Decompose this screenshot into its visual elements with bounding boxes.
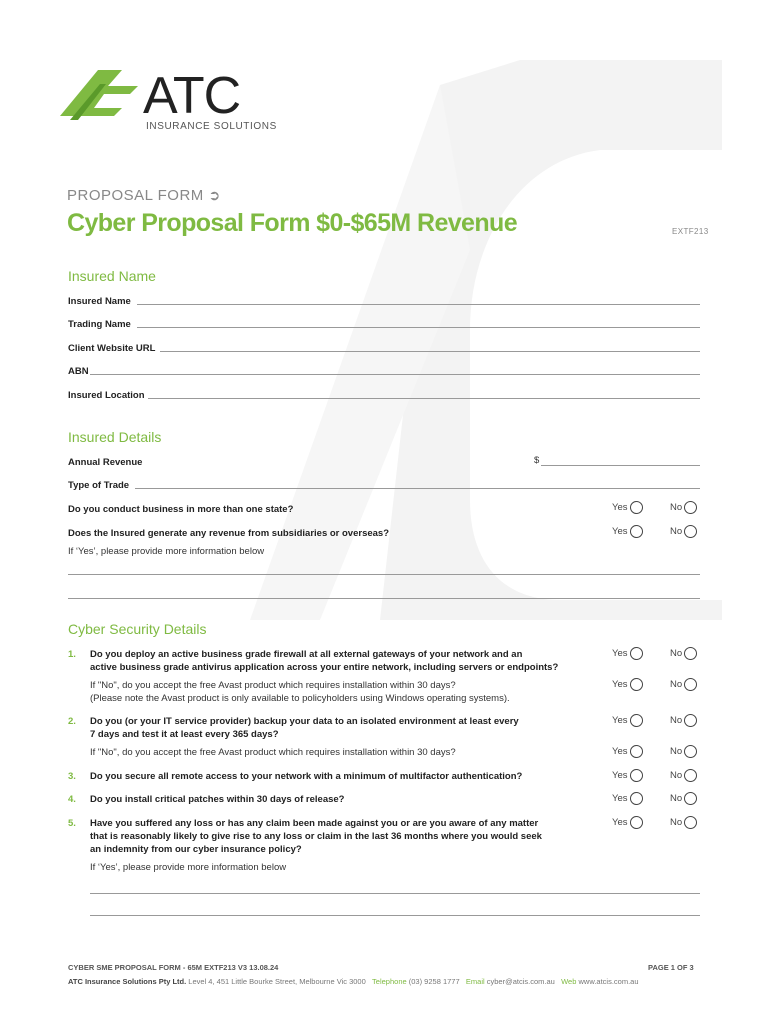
footer-form-id: CYBER SME PROPOSAL FORM - 65M EXTF213 V3 13.08.24 [68, 963, 279, 972]
radio-icon[interactable] [684, 647, 697, 660]
footer-page-number: PAGE 1 OF 3 [648, 963, 694, 972]
q3-no[interactable]: No [670, 769, 697, 782]
q4-text: Do you install critical patches within 30 days of release? [90, 794, 345, 805]
q1-no[interactable]: No [670, 647, 697, 660]
radio-icon[interactable] [630, 745, 643, 758]
q2-no[interactable]: No [670, 714, 697, 727]
radio-icon[interactable] [684, 816, 697, 829]
footer-telephone-label: Telephone [372, 977, 407, 986]
website-url-field[interactable] [160, 351, 700, 352]
radio-icon[interactable] [630, 816, 643, 829]
multi-state-no[interactable]: No [670, 501, 697, 514]
proposal-form-kicker [67, 187, 221, 204]
q2-line-1: Do you (or your IT service provider) backup your data to an isolated environment at least every [90, 716, 519, 727]
subsidiaries-yes[interactable]: Yes [612, 525, 643, 538]
q1-avast-yes[interactable]: Yes [612, 678, 643, 691]
insured-location-field[interactable] [148, 398, 700, 399]
footer-web-label: Web [561, 977, 577, 986]
abn-field[interactable] [90, 374, 700, 375]
subsidiaries-no[interactable]: No [670, 525, 697, 538]
q5-no[interactable]: No [670, 816, 697, 829]
radio-icon[interactable] [684, 792, 697, 805]
q5-number: 5. [68, 818, 76, 829]
q4-no[interactable]: No [670, 792, 697, 805]
footer-email[interactable]: cyber@atcis.com.au [486, 977, 555, 986]
cyber-more-info-line-1[interactable] [90, 893, 700, 894]
q-multi-state: Do you conduct business in more than one state? [68, 504, 294, 515]
logo-name: ATC [143, 67, 241, 125]
q1-yes[interactable]: Yes [612, 647, 643, 660]
label-insured-location: Insured Location [68, 390, 145, 401]
q5-line-1: Have you suffered any loss or has any claim been made against you or are you aware of any matter [90, 818, 539, 829]
radio-icon[interactable] [684, 745, 697, 758]
label-abn: ABN [68, 366, 89, 377]
radio-icon[interactable] [630, 647, 643, 660]
q1-number: 1. [68, 649, 76, 660]
logo-subtitle: INSURANCE SOLUTIONS [146, 121, 277, 132]
arrow-icon: ➲ [208, 187, 221, 203]
radio-icon[interactable] [684, 714, 697, 727]
q3-number: 3. [68, 771, 76, 782]
q4-yes[interactable]: Yes [612, 792, 643, 805]
insured-details-more-info-line-1[interactable] [68, 574, 700, 575]
section-cyber-security: Cyber Security Details [68, 621, 207, 637]
footer-company: ATC Insurance Solutions Pty Ltd. [68, 977, 187, 986]
q-subsidiaries: Does the Insured generate any revenue from subsidiaries or overseas? [68, 528, 390, 539]
footer-email-label: Email [465, 977, 485, 986]
radio-icon[interactable] [684, 769, 697, 782]
q4-number: 4. [68, 794, 76, 805]
insured-details-if-yes: If ‘Yes’, please provide more information below [68, 546, 265, 557]
label-insured-name: Insured Name [68, 296, 131, 307]
page-title: Cyber Proposal Form $0-$65M Revenue [67, 209, 517, 237]
q2-sub: If "No", do you accept the free Avast product which requires installation within 30 days? [90, 747, 456, 758]
atc-logo-mark [60, 68, 155, 128]
q1-line-1: Do you deploy an active business grade firewall at all external gateways of your network and an [90, 649, 523, 660]
footer-contact-line [68, 977, 639, 986]
q5-line-3: an indemnity from our cyber insurance policy? [90, 844, 302, 855]
q1-avast-no[interactable]: No [670, 678, 697, 691]
q5-yes[interactable]: Yes [612, 816, 643, 829]
label-annual-revenue: Annual Revenue [68, 457, 143, 468]
label-website-url: Client Website URL [68, 343, 156, 354]
section-insured-name: Insured Name [68, 268, 156, 284]
currency-symbol: $ [534, 455, 540, 466]
radio-icon[interactable] [630, 501, 643, 514]
radio-icon[interactable] [684, 678, 697, 691]
q2-line-2: 7 days and test it at least every 365 days? [90, 729, 279, 740]
radio-icon[interactable] [630, 714, 643, 727]
q2-yes[interactable]: Yes [612, 714, 643, 727]
annual-revenue-field[interactable] [541, 465, 700, 466]
radio-icon[interactable] [630, 792, 643, 805]
q3-text: Do you secure all remote access to your network with a minimum of multifactor authentication? [90, 771, 523, 782]
q1-sub-line-2: (Please note the Avast product is only available to policyholders using Windows operating systems). [90, 693, 510, 704]
radio-icon[interactable] [630, 525, 643, 538]
insured-details-more-info-line-2[interactable] [68, 598, 700, 599]
label-type-of-trade: Type of Trade [68, 480, 130, 491]
q1-line-2: active business grade antivirus application across your entire network, including servers or endpoints? [90, 662, 559, 673]
label-trading-name: Trading Name [68, 319, 131, 330]
form-code: EXTF213 [672, 227, 709, 236]
section-insured-details: Insured Details [68, 429, 162, 445]
radio-icon[interactable] [630, 678, 643, 691]
footer-telephone: (03) 9258 1777 [408, 977, 460, 986]
trading-name-field[interactable] [137, 327, 700, 328]
cyber-more-info-line-2[interactable] [90, 915, 700, 916]
radio-icon[interactable] [684, 525, 697, 538]
insured-name-field[interactable] [137, 304, 700, 305]
q2-avast-no[interactable]: No [670, 745, 697, 758]
radio-icon[interactable] [630, 769, 643, 782]
q2-avast-yes[interactable]: Yes [612, 745, 643, 758]
footer-address: Level 4, 451 Little Bourke Street, Melbourne Vic 3000 [188, 977, 366, 986]
q5-line-2: that is reasonably likely to give rise to any loss or claim in the last 36 months where you would seek [90, 831, 542, 842]
cyber-if-yes: If ‘Yes’, please provide more information below [90, 862, 287, 873]
footer-web[interactable]: www.atcis.com.au [578, 977, 639, 986]
q1-sub-line-1: If "No", do you accept the free Avast product which requires installation within 30 days? [90, 680, 456, 691]
q3-yes[interactable]: Yes [612, 769, 643, 782]
q2-number: 2. [68, 716, 76, 727]
radio-icon[interactable] [684, 501, 697, 514]
type-of-trade-field[interactable] [135, 488, 700, 489]
kicker-text: PROPOSAL FORM [67, 187, 204, 204]
multi-state-yes[interactable]: Yes [612, 501, 643, 514]
